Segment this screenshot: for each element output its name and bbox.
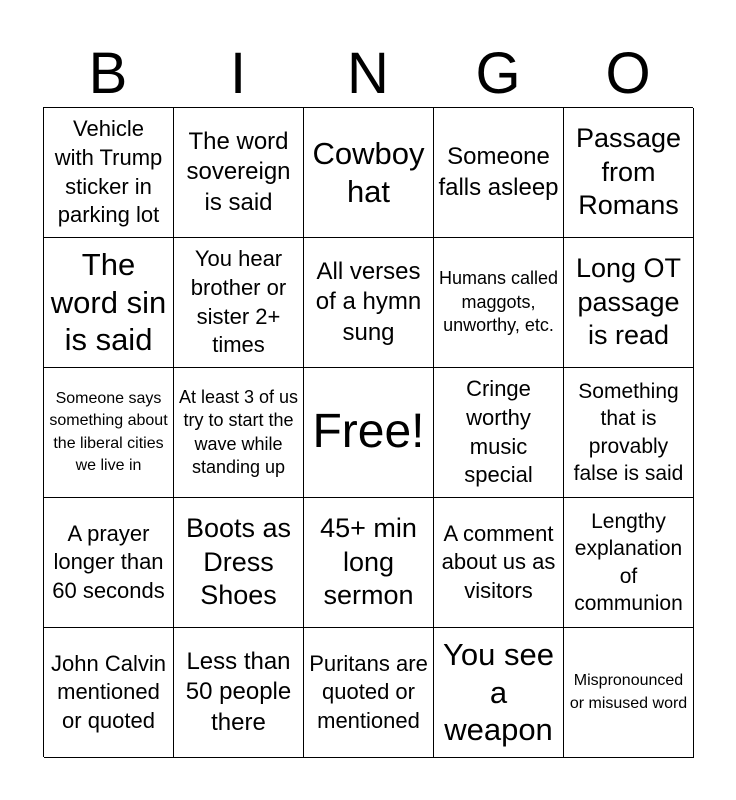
bingo-cell[interactable]	[174, 238, 304, 368]
cell-text: You hear brother or sister 2+ times	[190, 246, 287, 358]
cell-text: A comment about us as visitors	[441, 520, 556, 603]
bingo-cell[interactable]	[44, 238, 174, 368]
bingo-cell[interactable]	[564, 498, 694, 628]
cell-text: The word sin is said	[50, 246, 167, 358]
bingo-grid	[43, 107, 693, 757]
cell-text: John Calvin mentioned or quoted	[51, 650, 166, 733]
cell-text: Cowboy hat	[312, 135, 425, 209]
bingo-cell[interactable]	[434, 628, 564, 758]
bingo-cell[interactable]	[304, 498, 434, 628]
cell-text: Long OT passage is read	[575, 252, 682, 351]
bingo-cell[interactable]	[564, 368, 694, 498]
free-space-text: Free!	[312, 405, 425, 459]
bingo-cell[interactable]	[174, 498, 304, 628]
cell-text: Humans called maggots, unworthy, etc.	[438, 268, 559, 336]
cell-text: You see a weapon	[443, 636, 554, 748]
header-letter-b: B	[88, 41, 128, 106]
bingo-cell[interactable]	[304, 108, 434, 238]
cell-text: Boots as Dress Shoes	[185, 512, 292, 611]
bingo-cell[interactable]	[304, 628, 434, 758]
cell-text: At least 3 of us try to start the wave while standing up	[178, 386, 299, 477]
bingo-cell[interactable]	[174, 628, 304, 758]
cell-text: The word sovereign is said	[186, 127, 291, 216]
bingo-cell[interactable]	[44, 498, 174, 628]
cell-text: Vehicle with Trump sticker in parking lot	[54, 116, 163, 228]
cell-text: Mispronounced or misused word	[569, 672, 688, 712]
header-letter-i: I	[229, 41, 247, 106]
header-letter-n: N	[347, 41, 389, 106]
cell-text: Cringe worthy music special	[464, 376, 533, 488]
bingo-header	[43, 40, 693, 108]
cell-text: Something that is provably false is said	[573, 379, 684, 485]
bingo-cell[interactable]	[434, 238, 564, 368]
bingo-cell[interactable]	[44, 108, 174, 238]
bingo-cell[interactable]	[564, 238, 694, 368]
cell-text: Someone falls asleep	[438, 143, 559, 201]
bingo-cell[interactable]	[304, 238, 434, 368]
cell-text: Someone says something about the liberal cities we live in	[49, 390, 168, 474]
cell-text: All verses of a hymn sung	[315, 257, 422, 346]
bingo-cell[interactable]	[564, 108, 694, 238]
bingo-cell[interactable]	[44, 368, 174, 498]
cell-text: Passage from Romans	[575, 122, 682, 221]
cell-text: Lengthy explanation of communion	[574, 509, 683, 615]
cell-text: A prayer longer than 60 seconds	[52, 520, 165, 603]
bingo-cell[interactable]	[174, 108, 304, 238]
header-letter-o: O	[605, 41, 651, 106]
bingo-cell[interactable]	[564, 628, 694, 758]
bingo-cell[interactable]	[434, 108, 564, 238]
bingo-cell[interactable]	[174, 368, 304, 498]
cell-text: Puritans are quoted or mentioned	[309, 650, 428, 733]
bingo-cell[interactable]	[434, 368, 564, 498]
header-letter-g: G	[475, 41, 521, 106]
bingo-free-cell[interactable]	[304, 368, 434, 498]
cell-text: 45+ min long sermon	[320, 512, 417, 611]
bingo-cell[interactable]	[44, 628, 174, 758]
bingo-cell[interactable]	[434, 498, 564, 628]
cell-text: Less than 50 people there	[185, 647, 292, 736]
